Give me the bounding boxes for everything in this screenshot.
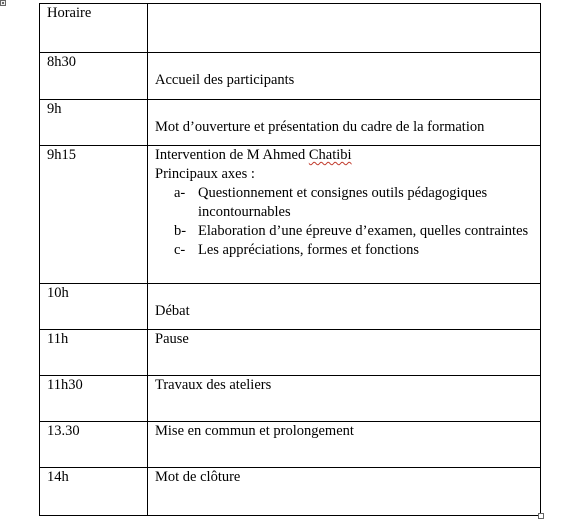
- activity-text: Débat: [155, 303, 190, 319]
- time-cell[interactable]: [40, 330, 148, 376]
- table-header-row: [40, 4, 541, 53]
- activity-cell[interactable]: [148, 284, 541, 330]
- activity-cell[interactable]: [148, 468, 541, 516]
- time-value: 14h: [47, 469, 69, 485]
- list-item: [155, 222, 533, 241]
- list-item-text: Les appréciations, formes et fonctions: [198, 242, 420, 258]
- table-row: [40, 422, 541, 468]
- activity-text: Accueil des participants: [155, 72, 295, 88]
- list-item: [155, 184, 533, 222]
- time-cell[interactable]: [40, 468, 148, 516]
- activity-text: Mot de clôture: [155, 469, 241, 485]
- time-value: 10h: [47, 285, 69, 301]
- list-marker: a-: [174, 185, 186, 201]
- list-item: [155, 241, 533, 260]
- list-marker: b-: [174, 223, 187, 239]
- list-marker: c-: [174, 242, 186, 258]
- header-time-cell[interactable]: [40, 4, 148, 53]
- header-time-label: Horaire: [47, 5, 92, 21]
- activity-cell[interactable]: [148, 53, 541, 100]
- table-row: [40, 146, 541, 284]
- activity-text: Mise en commun et prolongement: [155, 423, 354, 439]
- time-value: 9h15: [47, 147, 76, 163]
- table-row: [40, 468, 541, 516]
- time-cell[interactable]: [40, 422, 148, 468]
- activity-cell[interactable]: [148, 146, 541, 284]
- activity-cell[interactable]: [148, 330, 541, 376]
- schedule-table: [39, 3, 541, 516]
- intervention-title-prefix: Intervention de M Ahmed: [155, 147, 309, 163]
- table-row: [40, 284, 541, 330]
- axes-list: [155, 184, 533, 260]
- time-cell[interactable]: [40, 146, 148, 284]
- time-value: 8h30: [47, 54, 76, 70]
- header-activity-cell[interactable]: [148, 4, 541, 53]
- speaker-name: Chatibi: [308, 147, 352, 163]
- table-resize-handle[interactable]: [538, 513, 544, 519]
- time-cell[interactable]: [40, 284, 148, 330]
- time-cell[interactable]: [40, 376, 148, 422]
- table-row: [40, 100, 541, 146]
- activity-text: Travaux des ateliers: [155, 377, 272, 393]
- list-item-text: Questionnement et consignes outils pédagogiques incontournables: [198, 185, 488, 220]
- table-row: [40, 330, 541, 376]
- intervention-title: [155, 146, 533, 165]
- activity-text: Pause: [155, 331, 189, 347]
- time-cell[interactable]: [40, 53, 148, 100]
- table-move-handle[interactable]: [0, 0, 6, 6]
- activity-cell[interactable]: [148, 376, 541, 422]
- time-value: 11h30: [47, 377, 83, 393]
- axes-subtitle: Principaux axes :: [155, 166, 255, 182]
- activity-cell[interactable]: [148, 422, 541, 468]
- table-row: [40, 53, 541, 100]
- list-item-text: Elaboration d’une épreuve d’examen, quelles contraintes: [198, 223, 529, 239]
- time-value: 13.30: [47, 423, 80, 439]
- time-cell[interactable]: [40, 100, 148, 146]
- time-value: 11h: [47, 331, 69, 347]
- time-value: 9h: [47, 101, 62, 117]
- activity-cell[interactable]: [148, 100, 541, 146]
- table-row: [40, 376, 541, 422]
- activity-text: Mot d’ouverture et présentation du cadre de la formation: [155, 119, 485, 135]
